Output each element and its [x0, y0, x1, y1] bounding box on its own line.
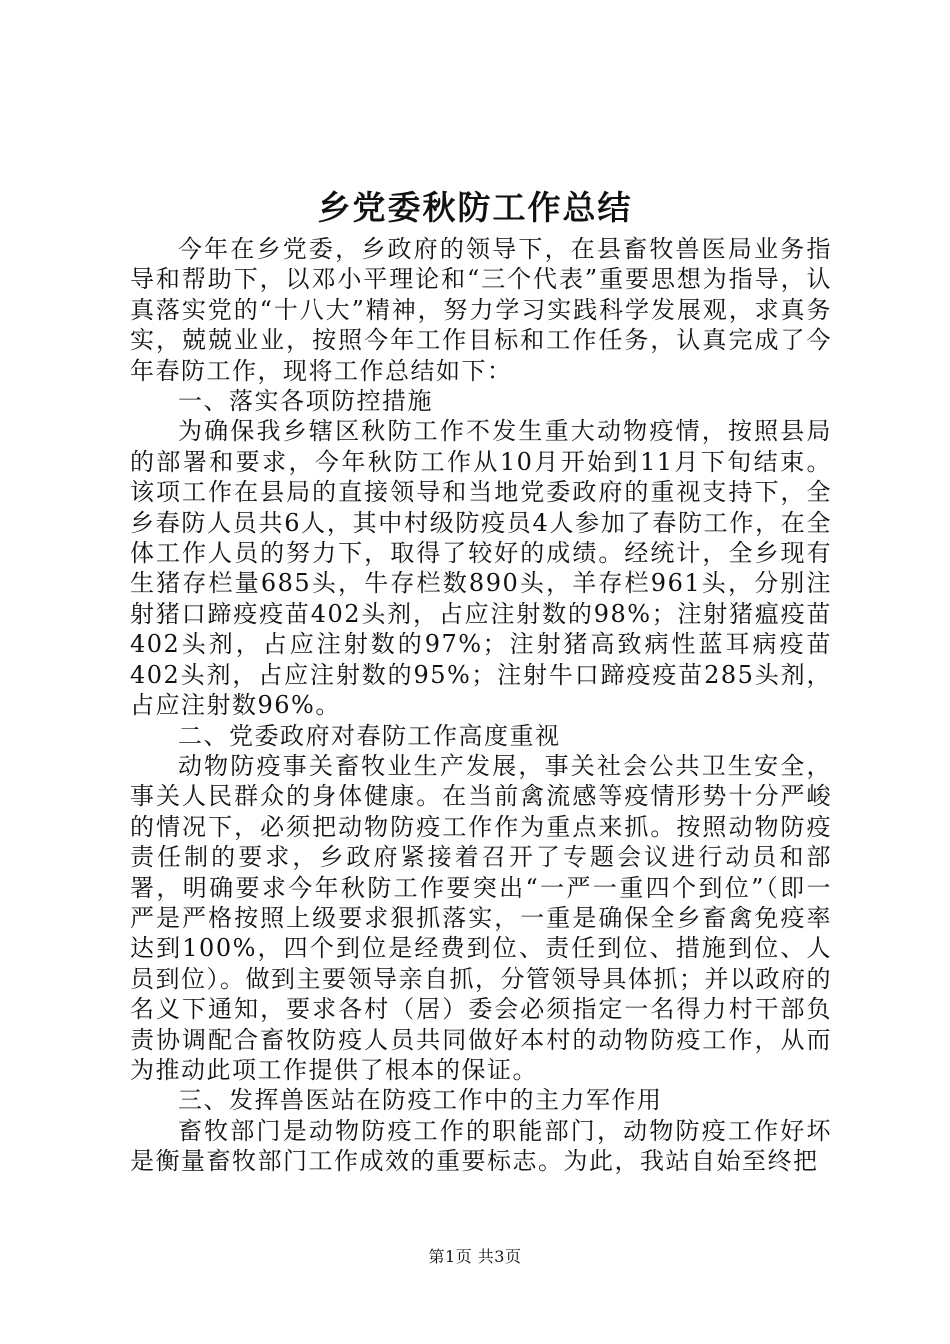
section-heading-3: 三、发挥兽医站在防疫工作中的主力军作用: [178, 1086, 663, 1115]
section-heading-2: 二、党委政府对春防工作高度重视: [178, 721, 561, 750]
document-body: [130, 234, 832, 1177]
section-1-paragraph: 为确保我乡辖区秋防工作不发生重大动物疫情，按照县局的部署和要求，今年秋防工作从10月开始到11月下旬结束。该项工作在县局的直接领导和当地党委政府的重视支持下，全乡春防人员共6人，其中村级防疫员4人参加了春防工作，在全体工作人员的努力下，取得了较好的成绩。经统计，全乡现有生猪存栏量685头，牛存栏数890头，羊存栏961头，分别注射猪口蹄疫疫苗402头剂，占应注射数的98%；注射猪瘟疫苗402头剂，占应注射数的97%；注射猪高致病性蓝耳病疫苗402头剂，占应注射数的95%；注射牛口蹄疫疫苗285头剂，占应注射数96%。: [130, 417, 832, 720]
section-3-paragraph: 畜牧部门是动物防疫工作的职能部门，动物防疫工作好坏是衡量畜牧部门工作成效的重要标志。为此，我站自始至终把: [130, 1116, 832, 1176]
intro-paragraph: 今年在乡党委，乡政府的领导下，在县畜牧兽医局业务指导和帮助下，以邓小平理论和“三个代表”重要思想为指导，认真落实党的“十八大”精神，努力学习实践科学发展观，求真务实，兢兢业业，按照今年工作目标和工作任务，认真完成了今年春防工作，现将工作总结如下：: [130, 235, 832, 385]
page-footer: 第1页 共3页: [428, 1247, 522, 1266]
section-heading-1: 一、落实各项防控措施: [178, 387, 433, 416]
document-title: 乡党委秋防工作总结: [317, 188, 633, 227]
section-2-paragraph: 动物防疫事关畜牧业生产发展，事关社会公共卫生安全，事关人民群众的身体健康。在当前禽流感等疫情形势十分严峻的情况下，必须把动物防疫工作作为重点来抓。按照动物防疫责任制的要求，乡政府紧接着召开了专题会议进行动员和部署，明确要求今年秋防工作要突出“一严一重四个到位”（即一严是严格按照上级要求狠抓落实，一重是确保全乡畜禽免疫率达到100%，四个到位是经费到位、责任到位、措施到位、人员到位）。做到主要领导亲自抓，分管领导具体抓；并以政府的名义下通知，要求各村（居）委会必须指定一名得力村干部负责协调配合畜牧防疫人员共同做好本村的动物防疫工作，从而为推动此项工作提供了根本的保证。: [130, 751, 832, 1084]
